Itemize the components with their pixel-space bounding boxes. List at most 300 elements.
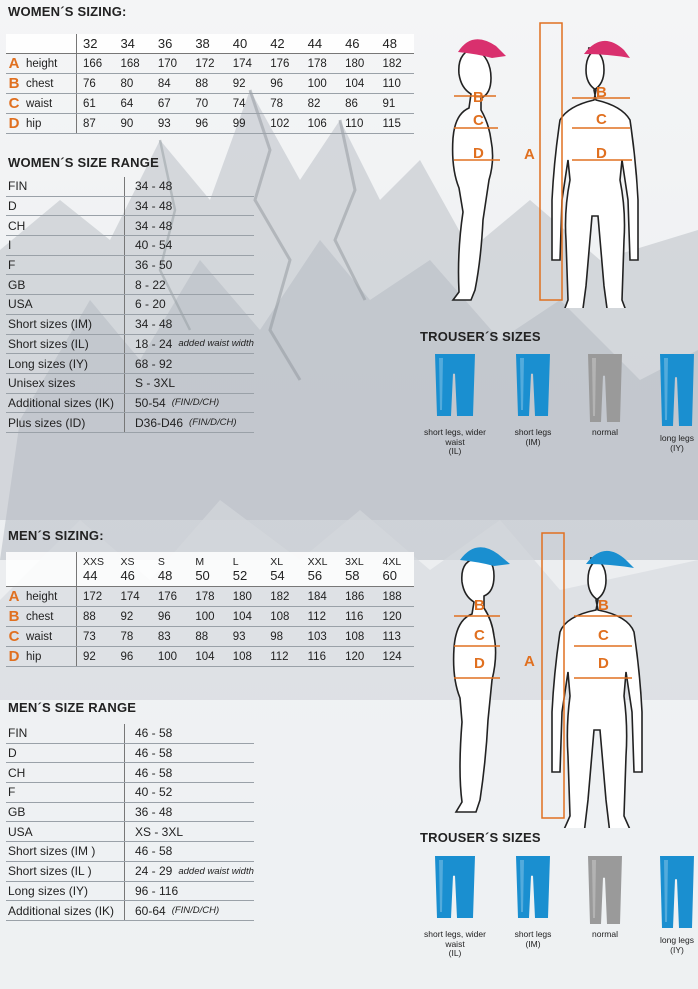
measurement-value: 70 <box>195 97 209 110</box>
measurement-row <box>6 54 414 74</box>
size-range-row <box>6 862 254 882</box>
trouser-size-code: (IY) <box>670 944 684 955</box>
measurement-letter: C <box>8 628 20 645</box>
size-header-cell: 48 <box>382 36 397 51</box>
men-sizing-title: MEN´S SIZING: <box>8 528 104 543</box>
trouser-size-item <box>570 352 640 438</box>
size-range-row <box>6 335 254 355</box>
measurement-value: 120 <box>345 650 365 663</box>
size-header-cell: 32 <box>83 36 98 51</box>
measurement-label <box>6 95 76 112</box>
numeric-size-label: 50 <box>195 568 210 583</box>
men-size-header-row <box>6 552 414 587</box>
size-range-text: 8 - 22 <box>135 277 166 292</box>
measurement-value: 100 <box>307 77 327 90</box>
measurement-label <box>6 608 76 625</box>
measurement-row <box>6 587 414 607</box>
measurement-value: 96 <box>270 77 283 90</box>
size-header-cell <box>377 556 414 582</box>
measurement-values <box>76 54 414 73</box>
men-trousers-title: TROUSER´S SIZES <box>420 830 541 845</box>
size-range-note: added waist width <box>178 865 254 877</box>
men-front-letter-d: D <box>598 655 609 672</box>
trouser-size-label: short legs <box>514 929 552 939</box>
measurement-value: 182 <box>382 57 402 70</box>
size-range-key: CH <box>8 218 26 233</box>
women-side-letter-c: C <box>473 112 484 129</box>
size-range-value <box>124 177 172 196</box>
size-range-text: 34 - 48 <box>135 199 173 214</box>
measurement-letter: A <box>8 588 20 605</box>
size-header-cell: 46 <box>345 36 360 51</box>
size-range-text: 46 - 58 <box>135 765 173 780</box>
size-range-text: XS - 3XL <box>135 824 184 839</box>
size-header-cell: 42 <box>270 36 285 51</box>
size-range-text: 34 - 48 <box>135 179 173 194</box>
numeric-size-label: 52 <box>232 568 248 583</box>
size-range-text: 40 - 52 <box>135 785 173 800</box>
size-header-cell: 38 <box>195 36 210 51</box>
measurement-value: 84 <box>157 77 171 90</box>
numeric-size-label: 44 <box>83 568 98 583</box>
measurement-value: 166 <box>83 57 103 70</box>
measurement-value: 87 <box>83 117 96 130</box>
measurement-value: 108 <box>270 610 290 623</box>
size-range-key: D <box>8 199 17 214</box>
alpha-size-label: L <box>232 556 239 568</box>
measurement-value: 188 <box>382 590 402 603</box>
size-header-cell: 44 <box>307 36 323 51</box>
men-size-range-list <box>6 724 254 921</box>
measurement-value: 96 <box>195 117 209 130</box>
measurement-name: chest <box>26 77 54 90</box>
size-range-value <box>124 354 172 373</box>
size-range-key: I <box>8 238 12 253</box>
trouser-size-item <box>498 352 568 447</box>
measurement-row <box>6 607 414 627</box>
trouser-size-item <box>420 854 490 959</box>
size-range-text: 68 - 92 <box>135 356 173 371</box>
men-sizing-table <box>6 552 414 667</box>
measurement-letter: C <box>8 95 20 112</box>
size-header-cell <box>77 556 114 582</box>
alpha-size-label: XXS <box>83 556 105 568</box>
measurement-value: 88 <box>195 77 209 90</box>
size-range-row <box>6 783 254 803</box>
size-range-key: Additional sizes (IK) <box>8 395 115 410</box>
size-range-text: 36 - 50 <box>135 258 173 273</box>
size-range-text: 46 - 58 <box>135 746 173 761</box>
measurement-value: 92 <box>232 77 246 90</box>
measurement-value: 172 <box>83 590 103 603</box>
size-range-value <box>124 374 175 393</box>
size-range-text: 36 - 48 <box>135 805 173 820</box>
size-range-text: 34 - 48 <box>135 317 173 332</box>
measurement-values <box>76 114 414 133</box>
trouser-size-item <box>642 854 698 955</box>
size-range-value <box>124 862 254 881</box>
measurement-value: 180 <box>345 57 365 70</box>
size-range-text: 6 - 20 <box>135 297 166 312</box>
size-header-cell <box>227 556 264 582</box>
size-header-cell: 40 <box>232 36 248 51</box>
size-range-value <box>124 295 166 314</box>
women-front-letter-d: D <box>596 145 607 162</box>
trousers-icon <box>514 352 552 418</box>
measurement-value: 116 <box>345 610 364 623</box>
size-range-value <box>124 275 166 294</box>
size-range-value <box>124 783 172 802</box>
measurement-value: 78 <box>120 630 134 643</box>
trouser-size-label: short legs <box>514 427 552 437</box>
measurement-letter: D <box>8 648 20 665</box>
size-range-row <box>6 197 254 217</box>
trousers-icon <box>514 854 552 920</box>
measurement-value: 74 <box>232 97 246 110</box>
size-range-row <box>6 882 254 902</box>
alpha-size-label: M <box>195 556 205 568</box>
size-range-key: USA <box>8 824 33 839</box>
size-range-value <box>124 315 172 334</box>
trouser-size-label: normal <box>592 427 618 437</box>
size-range-key: GB <box>8 805 26 820</box>
trouser-size-label: long legs <box>659 935 695 945</box>
measurement-label <box>6 648 76 665</box>
size-range-note: added waist width <box>178 338 254 350</box>
measurement-value: 99 <box>232 117 246 130</box>
measurement-value: 172 <box>195 57 215 70</box>
measurement-value: 176 <box>157 590 178 603</box>
measurement-name: waist <box>26 97 53 110</box>
size-range-row <box>6 216 254 236</box>
size-range-row <box>6 803 254 823</box>
numeric-size-label: 46 <box>120 568 135 583</box>
size-range-row <box>6 236 254 256</box>
trousers-icon <box>586 854 624 926</box>
women-side-letter-b: B <box>473 89 484 106</box>
size-range-value <box>124 216 172 235</box>
size-range-row <box>6 724 254 744</box>
size-range-key: Plus sizes (ID) <box>8 415 86 430</box>
measurement-value: 115 <box>382 117 401 130</box>
women-trousers-title: TROUSER´S SIZES <box>420 329 541 344</box>
measurement-letter: A <box>8 55 20 72</box>
men-front-letter-c: C <box>598 627 609 644</box>
size-range-value <box>124 724 172 743</box>
measurement-value: 108 <box>232 650 252 663</box>
trouser-size-label: normal <box>592 929 618 939</box>
size-range-key: Short sizes (IL) <box>8 336 89 351</box>
measurement-value: 102 <box>270 117 290 130</box>
size-range-key: Unisex sizes <box>8 376 76 391</box>
size-range-key: F <box>8 785 16 800</box>
size-range-note: (FIN/D/CH) <box>171 397 220 409</box>
measurement-values <box>76 627 414 646</box>
measurement-value: 184 <box>307 590 327 603</box>
trouser-size-label: short legs, wider waist <box>424 427 486 447</box>
alpha-size-label: 3XL <box>345 556 364 568</box>
alpha-size-label: XL <box>270 556 284 568</box>
measurement-letter: B <box>8 75 20 92</box>
size-range-key: Short sizes (IM ) <box>8 844 96 859</box>
size-range-text: 96 - 116 <box>135 883 179 898</box>
size-range-row <box>6 177 254 197</box>
size-header-cell: 34 <box>120 36 135 51</box>
women-trousers-row <box>420 352 698 482</box>
men-side-letter-b: B <box>474 597 485 614</box>
measurement-name: height <box>26 590 58 603</box>
measurement-name: chest <box>26 610 54 623</box>
measurement-value: 104 <box>195 650 215 663</box>
measurement-value: 112 <box>307 610 326 623</box>
trouser-size-label: short legs, wider waist <box>424 929 486 949</box>
measurement-values <box>76 74 414 93</box>
measurement-value: 176 <box>270 57 290 70</box>
measurement-value: 88 <box>195 630 209 643</box>
size-range-row <box>6 901 254 921</box>
size-range-row <box>6 374 254 394</box>
size-header-cell <box>264 556 301 582</box>
size-range-row <box>6 295 254 315</box>
trouser-size-code: (IL) <box>448 948 462 958</box>
measurement-name: hip <box>26 117 42 130</box>
men-trousers-row <box>420 854 698 984</box>
size-range-value <box>124 413 237 432</box>
men-body-figures <box>420 528 690 828</box>
size-range-row <box>6 315 254 335</box>
men-side-letter-d: D <box>474 655 485 672</box>
measurement-value: 174 <box>120 590 140 603</box>
measurement-value: 73 <box>83 630 96 643</box>
alpha-size-label: XXL <box>307 556 328 568</box>
measurement-value: 96 <box>120 650 134 663</box>
measurement-value: 86 <box>345 97 358 110</box>
size-range-text: D36-D46 <box>135 415 184 430</box>
measurement-value: 182 <box>270 590 290 603</box>
measurement-value: 78 <box>270 97 283 110</box>
measurement-label <box>6 588 76 605</box>
size-range-row <box>6 744 254 764</box>
measurement-row <box>6 647 414 667</box>
size-range-value <box>124 335 254 354</box>
men-range-title: MEN´S SIZE RANGE <box>8 700 137 715</box>
measurement-values <box>76 607 414 626</box>
size-range-key: Short sizes (IL ) <box>8 864 92 879</box>
measurement-name: hip <box>26 650 42 663</box>
size-header-cell <box>339 556 376 582</box>
women-range-title: WOMEN´S SIZE RANGE <box>8 155 159 170</box>
measurement-row <box>6 94 414 114</box>
size-range-value <box>124 901 219 920</box>
size-range-row <box>6 842 254 862</box>
measurement-value: 108 <box>345 630 365 643</box>
size-range-text: S - 3XL <box>135 376 176 391</box>
size-range-key: FIN <box>8 726 28 741</box>
measurement-value: 76 <box>83 77 96 90</box>
measurement-value: 174 <box>232 57 252 70</box>
women-body-figures <box>420 18 690 308</box>
size-range-text: 24 - 29 <box>135 864 173 879</box>
size-range-row <box>6 275 254 295</box>
measurement-value: 168 <box>120 57 140 70</box>
alpha-size-label: S <box>157 556 165 568</box>
measurement-value: 110 <box>382 77 401 90</box>
size-range-note: (FIN/D/CH) <box>189 417 237 429</box>
size-range-key: Additional sizes (IK) <box>8 903 115 918</box>
measurement-value: 100 <box>195 610 215 623</box>
size-range-key: USA <box>8 297 33 312</box>
trouser-size-code: (IM) <box>525 938 541 949</box>
measurement-value: 104 <box>345 77 365 90</box>
measurement-values <box>76 94 414 113</box>
size-range-key: D <box>8 746 17 761</box>
women-side-letter-d: D <box>473 145 484 162</box>
measurement-value: 80 <box>120 77 134 90</box>
size-range-value <box>124 763 172 782</box>
men-side-letter-c: C <box>474 627 485 644</box>
measurement-value: 124 <box>382 650 402 663</box>
measurement-value: 120 <box>382 610 402 623</box>
women-front-letter-b: B <box>596 84 607 101</box>
women-size-header-row <box>6 34 414 54</box>
trouser-size-code: (IL) <box>448 446 462 456</box>
measurement-row <box>6 114 414 134</box>
measurement-value: 178 <box>307 57 327 70</box>
measurement-value: 186 <box>345 590 365 603</box>
size-header-cell <box>302 556 339 582</box>
women-letter-a: A <box>524 146 535 163</box>
size-range-text: 18 - 24 <box>135 336 173 351</box>
measurement-values <box>76 647 414 666</box>
size-range-key: Long sizes (IY) <box>8 356 89 371</box>
measurement-value: 178 <box>195 590 215 603</box>
measurement-value: 92 <box>120 610 134 623</box>
trouser-size-item <box>570 854 640 940</box>
size-range-row <box>6 394 254 414</box>
alpha-size-label: 4XL <box>382 556 402 568</box>
measurement-value: 100 <box>157 650 178 663</box>
measurement-value: 170 <box>157 57 178 70</box>
size-range-key: GB <box>8 277 26 292</box>
size-range-value <box>124 197 172 216</box>
size-range-row <box>6 413 254 433</box>
trousers-icon <box>658 352 696 428</box>
trousers-icon <box>433 352 477 418</box>
size-header-cell: 36 <box>157 36 173 51</box>
size-range-text: 46 - 58 <box>135 726 173 741</box>
size-range-key: F <box>8 258 16 273</box>
size-header-cell <box>189 556 226 582</box>
measurement-letter: B <box>8 608 20 625</box>
size-range-text: 34 - 48 <box>135 218 173 233</box>
trouser-size-item <box>498 854 568 949</box>
size-header-cell <box>114 556 151 582</box>
measurement-value: 92 <box>83 650 96 663</box>
trousers-icon <box>658 854 696 930</box>
measurement-letter: D <box>8 115 20 132</box>
measurement-label <box>6 628 76 645</box>
measurement-value: 113 <box>382 630 401 643</box>
size-range-row <box>6 763 254 783</box>
size-range-text: 46 - 58 <box>135 844 173 859</box>
measurement-value: 104 <box>232 610 252 623</box>
trouser-size-item <box>420 352 490 457</box>
size-range-value <box>124 882 178 901</box>
measurement-value: 112 <box>270 650 289 663</box>
measurement-label <box>6 75 76 92</box>
size-range-value <box>124 236 172 255</box>
numeric-size-label: 56 <box>307 568 323 583</box>
men-letter-a: A <box>524 653 535 670</box>
men-front-letter-b: B <box>598 597 609 614</box>
size-range-key: Short sizes (IM) <box>8 317 93 332</box>
measurement-value: 180 <box>232 590 252 603</box>
numeric-size-label: 60 <box>382 568 397 583</box>
women-front-letter-c: C <box>596 111 607 128</box>
women-sizing-table <box>6 34 414 134</box>
trouser-size-item <box>642 352 698 453</box>
measurement-value: 106 <box>307 117 327 130</box>
trouser-size-code: (IY) <box>670 442 684 453</box>
measurement-value: 110 <box>345 117 364 130</box>
trouser-size-label: long legs <box>659 433 695 443</box>
measurement-value: 93 <box>157 117 171 130</box>
size-range-value <box>124 803 172 822</box>
alpha-size-label: XS <box>120 556 135 568</box>
measurement-value: 67 <box>157 97 171 110</box>
measurement-value: 88 <box>83 610 96 623</box>
trouser-size-code: (IM) <box>525 436 541 447</box>
women-sizing-title: WOMEN´S SIZING: <box>8 4 127 19</box>
measurement-value: 83 <box>157 630 171 643</box>
measurement-value: 91 <box>382 97 396 110</box>
measurement-value: 82 <box>307 97 321 110</box>
trousers-icon <box>433 854 477 920</box>
measurement-value: 90 <box>120 117 134 130</box>
size-range-note: (FIN/D/CH) <box>171 905 220 917</box>
size-range-key: CH <box>8 765 26 780</box>
size-range-row <box>6 822 254 842</box>
measurement-value: 61 <box>83 97 96 110</box>
measurement-name: height <box>26 57 58 70</box>
trousers-icon <box>586 352 624 424</box>
measurement-value: 96 <box>157 610 171 623</box>
measurement-values <box>76 587 414 606</box>
size-range-value <box>124 744 172 763</box>
size-range-key: FIN <box>8 179 28 194</box>
size-range-value <box>124 842 172 861</box>
measurement-label <box>6 55 76 72</box>
size-range-text: 50-54 <box>135 395 166 410</box>
numeric-size-label: 58 <box>345 568 360 583</box>
size-range-value <box>124 822 183 841</box>
size-header-cell <box>152 556 189 582</box>
measurement-value: 116 <box>307 650 326 663</box>
numeric-size-label: 48 <box>157 568 173 583</box>
measurement-label <box>6 115 76 132</box>
size-range-value <box>124 256 172 275</box>
measurement-value: 103 <box>307 630 327 643</box>
measurement-row <box>6 74 414 94</box>
measurement-value: 98 <box>270 630 283 643</box>
size-range-text: 40 - 54 <box>135 238 173 253</box>
size-range-text: 60-64 <box>135 903 166 918</box>
measurement-row <box>6 627 414 647</box>
measurement-value: 64 <box>120 97 134 110</box>
measurement-name: waist <box>26 630 53 643</box>
size-range-row <box>6 354 254 374</box>
measurement-value: 93 <box>232 630 246 643</box>
